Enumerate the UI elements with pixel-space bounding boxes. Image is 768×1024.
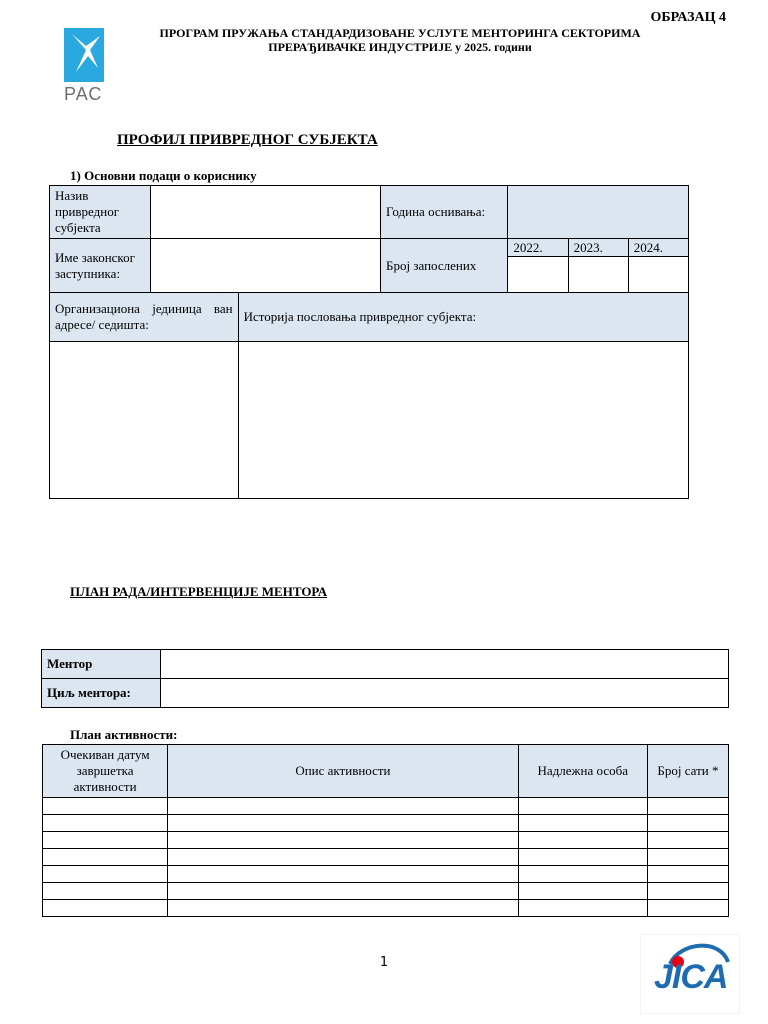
hours-cell[interactable] (647, 798, 728, 815)
table-row (43, 849, 729, 866)
page-number: 1 (379, 955, 389, 970)
hours-cell[interactable] (647, 815, 728, 832)
description-cell[interactable] (168, 815, 519, 832)
founding-year-field[interactable] (508, 186, 689, 239)
year-2024-label: 2024. (628, 239, 688, 257)
hours-cell[interactable] (647, 883, 728, 900)
column-header-responsible: Надлежна особа (518, 745, 647, 798)
company-name-label: Назив привредног субјекта (50, 186, 151, 239)
table-row (43, 798, 729, 815)
org-unit-field[interactable] (50, 342, 239, 499)
org-unit-label: Организациона јединица ван адресе/ седишта: (50, 293, 239, 342)
table-row (43, 832, 729, 849)
year-2023-label: 2023. (568, 239, 628, 257)
hours-cell[interactable] (647, 849, 728, 866)
profile-title: ПРОФИЛ ПРИВРЕДНОГ СУБЈЕКТА (117, 132, 378, 148)
responsible-cell[interactable] (518, 900, 647, 917)
business-history-field[interactable] (238, 342, 688, 499)
date-cell[interactable] (43, 900, 168, 917)
mentor-table (41, 649, 729, 708)
program-title-line-2: ПРЕРАЂИВАЧКЕ ИНДУСТРИЈЕ у 2025. години (268, 40, 532, 54)
responsible-cell[interactable] (518, 832, 647, 849)
activities-label: План активности: (70, 727, 178, 742)
business-history-label: Историја пословања привредног субјекта: (238, 293, 688, 342)
jica-logo (640, 934, 740, 1014)
jica-logo-text: JICA (654, 958, 728, 996)
description-cell[interactable] (168, 883, 519, 900)
responsible-cell[interactable] (518, 849, 647, 866)
date-cell[interactable] (43, 866, 168, 883)
column-header-description: Опис активности (168, 745, 519, 798)
responsible-cell[interactable] (518, 866, 647, 883)
responsible-cell[interactable] (518, 815, 647, 832)
hours-cell[interactable] (647, 866, 728, 883)
profile-table (49, 185, 689, 499)
basic-data-heading: 1) Основни подаци о кориснику (70, 168, 257, 183)
ras-logo-mark-icon (64, 28, 104, 82)
hours-cell[interactable] (647, 900, 728, 917)
program-title (100, 26, 700, 54)
ras-logo (64, 28, 108, 105)
employees-2022-field[interactable] (508, 257, 568, 293)
responsible-cell[interactable] (518, 798, 647, 815)
date-cell[interactable] (43, 798, 168, 815)
description-cell[interactable] (168, 849, 519, 866)
date-cell[interactable] (43, 815, 168, 832)
activities-table (42, 744, 729, 917)
representative-field[interactable] (151, 239, 381, 293)
description-cell[interactable] (168, 832, 519, 849)
founding-year-label: Година оснивања: (381, 186, 508, 239)
table-row (43, 866, 729, 883)
mentor-goal-field[interactable] (161, 679, 729, 708)
responsible-cell[interactable] (518, 883, 647, 900)
description-cell[interactable] (168, 900, 519, 917)
description-cell[interactable] (168, 798, 519, 815)
column-header-date: Очекиван датум завршетка активности (43, 745, 168, 798)
table-row (43, 900, 729, 917)
program-title-line-1: ПРОГРАМ ПРУЖАЊА СТАНДАРДИЗОВАНЕ УСЛУГЕ МЕНТОРИНГА СЕКТОРИМА (159, 26, 641, 40)
form-number: ОБРАЗАЦ 4 (650, 10, 726, 25)
table-row (43, 815, 729, 832)
date-cell[interactable] (43, 832, 168, 849)
company-name-field[interactable] (151, 186, 381, 239)
mentor-label: Ментор (42, 650, 161, 679)
table-row (43, 883, 729, 900)
employees-label: Број запослених (381, 239, 508, 293)
representative-label: Име законског заступника: (50, 239, 151, 293)
description-cell[interactable] (168, 866, 519, 883)
date-cell[interactable] (43, 883, 168, 900)
column-header-hours: Број сати * (647, 745, 728, 798)
hours-cell[interactable] (647, 832, 728, 849)
mentor-field[interactable] (161, 650, 729, 679)
ras-logo-text: РАС (64, 84, 103, 104)
date-cell[interactable] (43, 849, 168, 866)
mentor-goal-label: Циљ ментора: (42, 679, 161, 708)
employees-2023-field[interactable] (568, 257, 628, 293)
plan-title: ПЛАН РАДА/ИНТЕРВЕНЦИЈЕ МЕНТОРА (70, 584, 328, 599)
year-2022-label: 2022. (508, 239, 568, 257)
employees-2024-field[interactable] (628, 257, 688, 293)
